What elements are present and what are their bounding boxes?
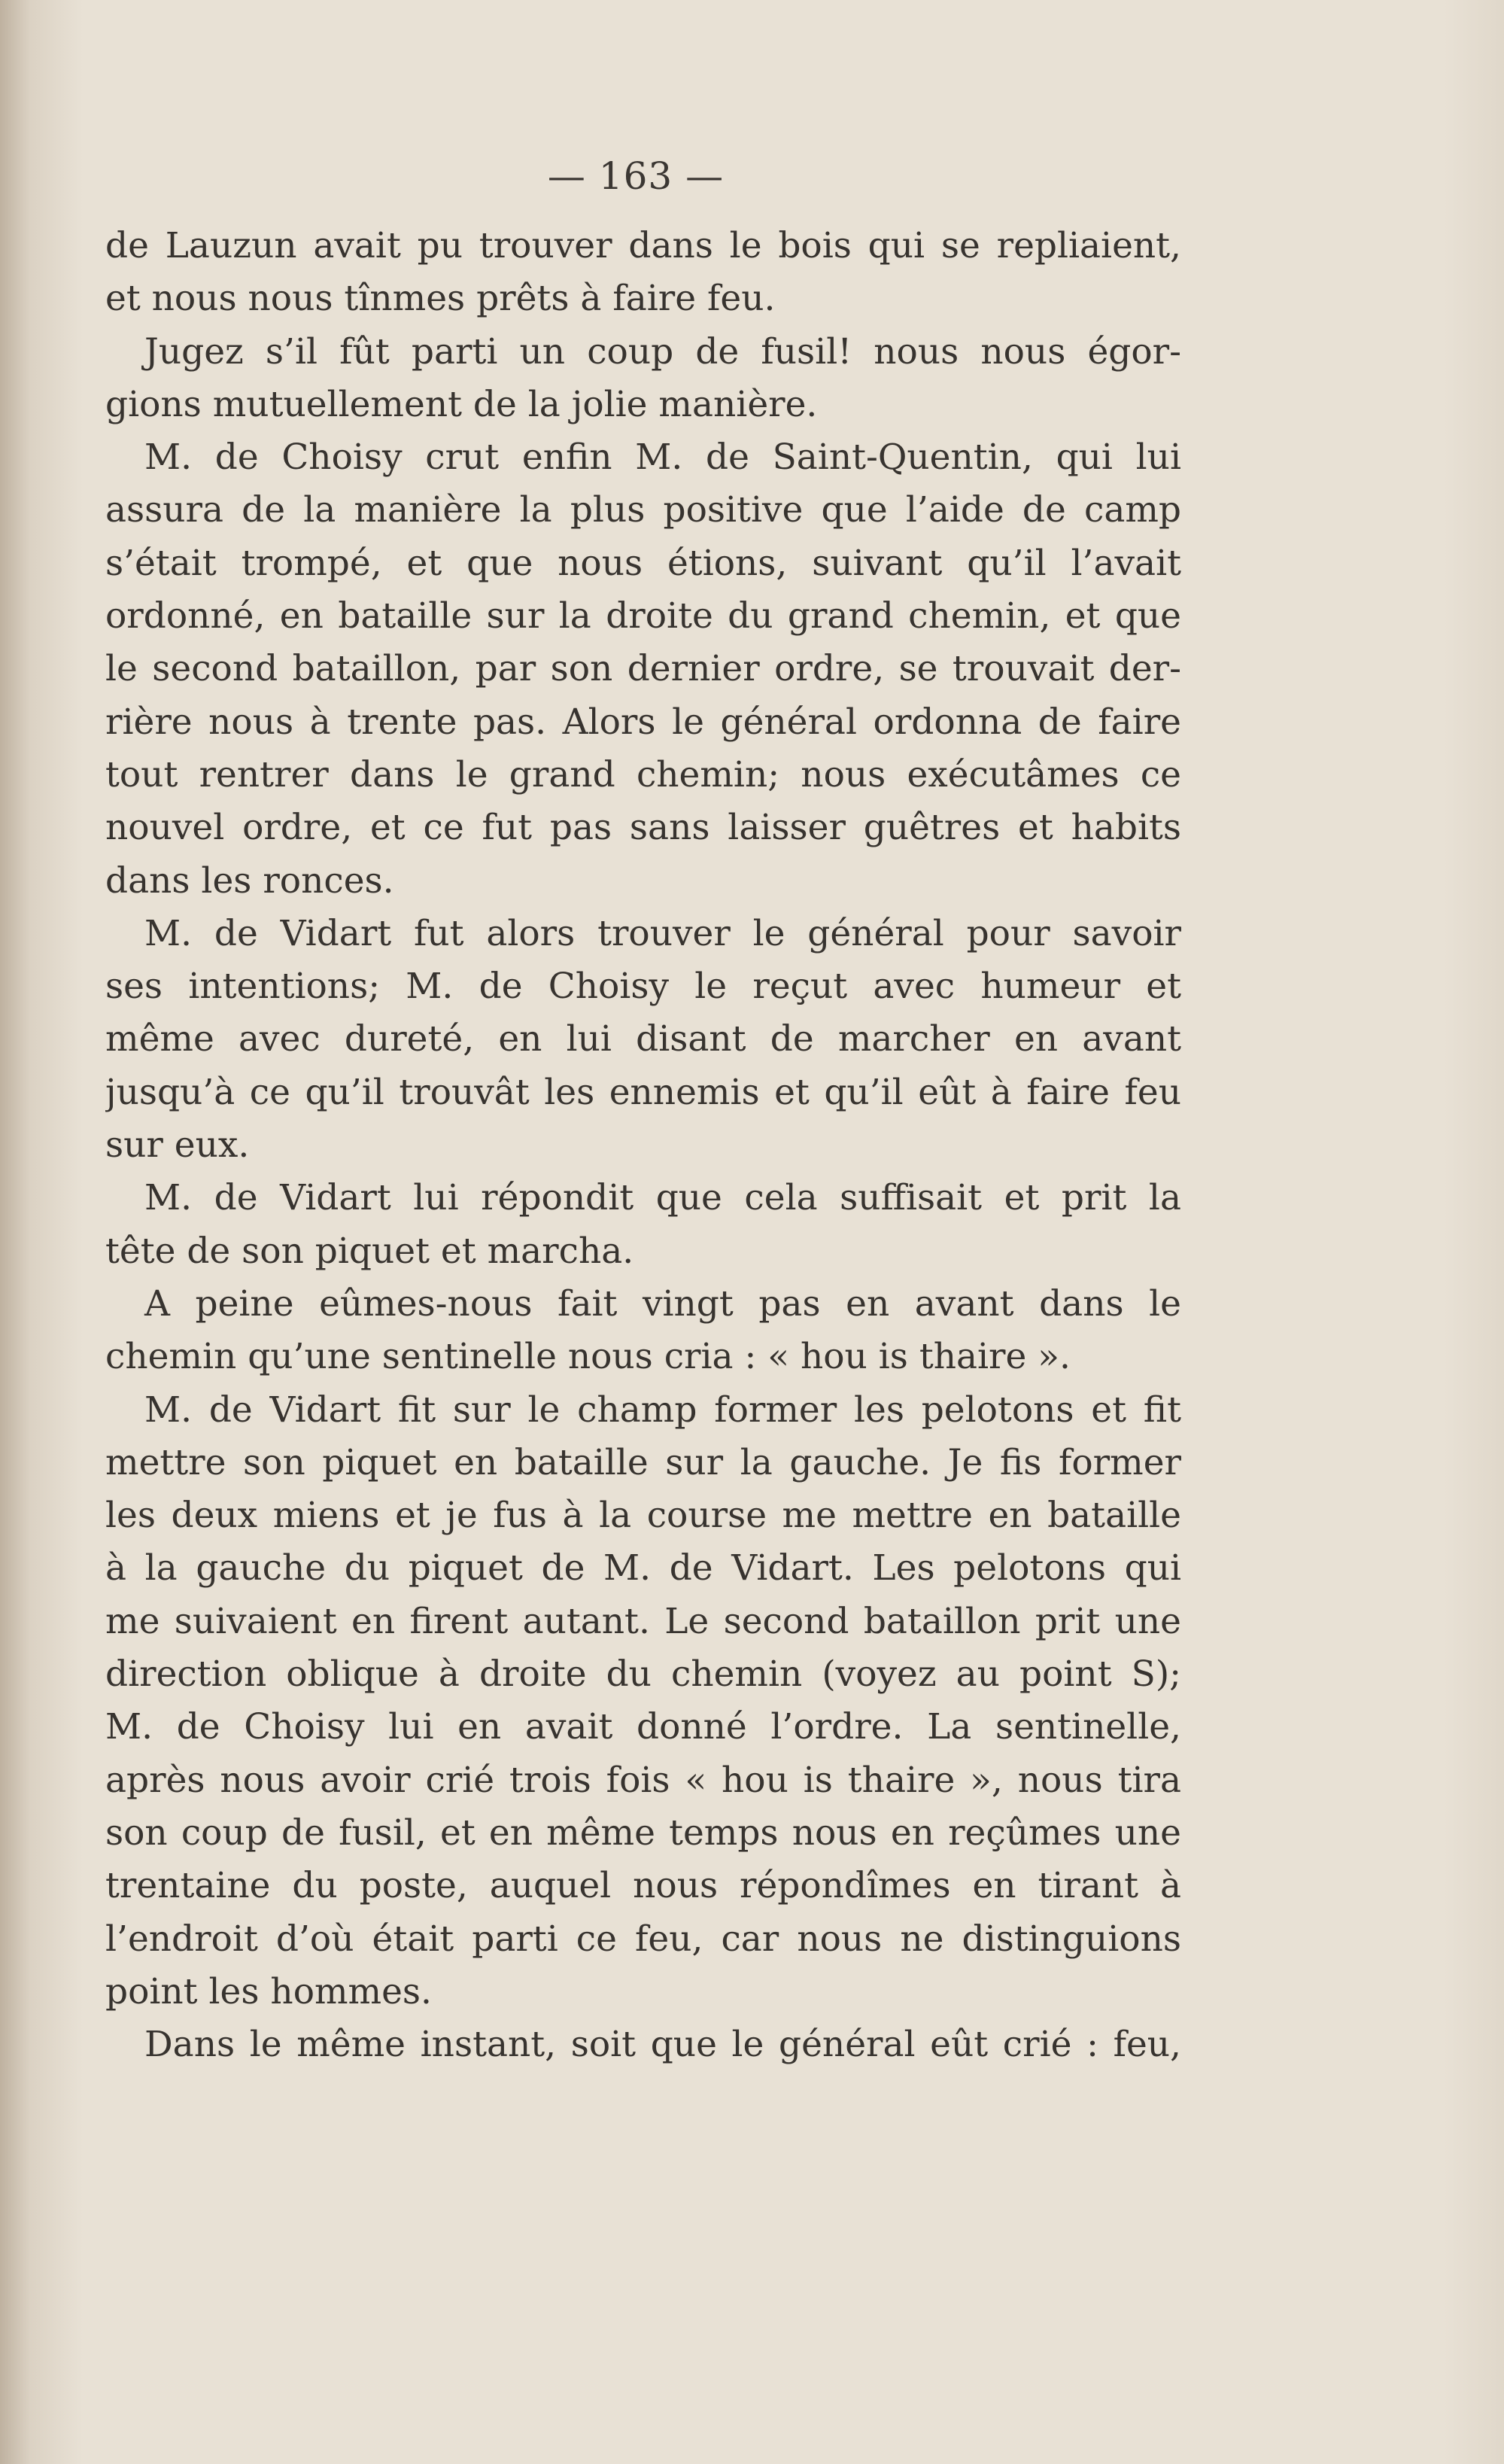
text-line: de Lauzun avait pu trouver dans le bois qui se repliaient, [105,225,1181,266]
text-line: les deux miens et je fus à la course me mettre en bataille [105,1495,1181,1537]
text-line: direction oblique à droite du chemin (voyez au point S); [105,1653,1181,1696]
text-line: M. de Vidart fit sur le champ former les pelotons et fit [144,1389,1181,1431]
text-line: à la gauche du piquet de M. de Vidart. Les pelotons qui [105,1547,1181,1589]
text-line: A peine eûmes-nous fait vingt pas en avant dans le [144,1282,1181,1325]
text-line: rière nous à trente pas. Alors le général ordonna de faire [105,701,1181,743]
text-line: le second bataillon, par son dernier ordre, se trouvait der- [105,648,1181,690]
text-line: sur eux. [105,1124,250,1167]
text-line: me suivaient en firent autant. Le second bataillon prit une [105,1600,1181,1642]
text-line: chemin qu’une sentinelle nous cria : « hou is thaire ». [105,1336,1071,1378]
text-line: tout rentrer dans le grand chemin; nous exécutâmes ce [105,753,1181,795]
text-line: même avec dureté, en lui disant de marcher en avant [105,1018,1181,1060]
body-text [105,220,1181,2071]
text-line: trentaine du poste, auquel nous répondîmes en tirant à [105,1865,1181,1907]
text-line: son coup de fusil, et en même temps nous en reçûmes une [105,1811,1181,1854]
text-line: M. de Vidart lui répondit que cela suffisait et prit la [144,1177,1181,1219]
text-line: M. de Choisy crut enfin M. de Saint-Quentin, qui lui [144,437,1181,479]
text-line: ses intentions; M. de Choisy le reçut avec humeur et [105,966,1181,1008]
text-line: dans les ronces. [105,859,394,902]
text-line: gions mutuellement de la jolie manière. [105,383,818,425]
text-line: nouvel ordre, et ce fut pas sans laisser guêtres et habits [105,807,1181,849]
text-line: Dans le même instant, soit que le général eût crié : feu, [144,2024,1181,2066]
text-line: point les hommes. [105,1970,432,2012]
text-line: jusqu’à ce qu’il trouvât les ennemis et qu’il eût à faire feu [105,1071,1181,1113]
text-line: ordonné, en bataille sur la droite du grand chemin, et que [105,595,1181,637]
text-line: l’endroit d’où était parti ce feu, car nous ne distinguions [105,1918,1181,1960]
page-number: — 163 — [547,154,725,198]
text-line: M. de Choisy lui en avait donné l’ordre. La sentinelle, [105,1706,1181,1748]
text-line: M. de Vidart fut alors trouver le général pour savoir [144,912,1181,954]
text-line: tête de son piquet et marcha. [105,1230,634,1272]
text-line: Jugez s’il fût parti un coup de fusil! nous nous égor- [144,330,1181,373]
text-line: assura de la manière la plus positive que l’aide de camp [105,489,1181,531]
text-line: mettre son piquet en bataille sur la gauche. Je fis former [105,1441,1181,1483]
text-line: et nous nous tînmes prêts à faire feu. [105,278,776,320]
text-line: après nous avoir crié trois fois « hou is thaire », nous tira [105,1759,1181,1801]
text-line: s’était trompé, et que nous étions, suivant qu’il l’avait [105,542,1181,584]
